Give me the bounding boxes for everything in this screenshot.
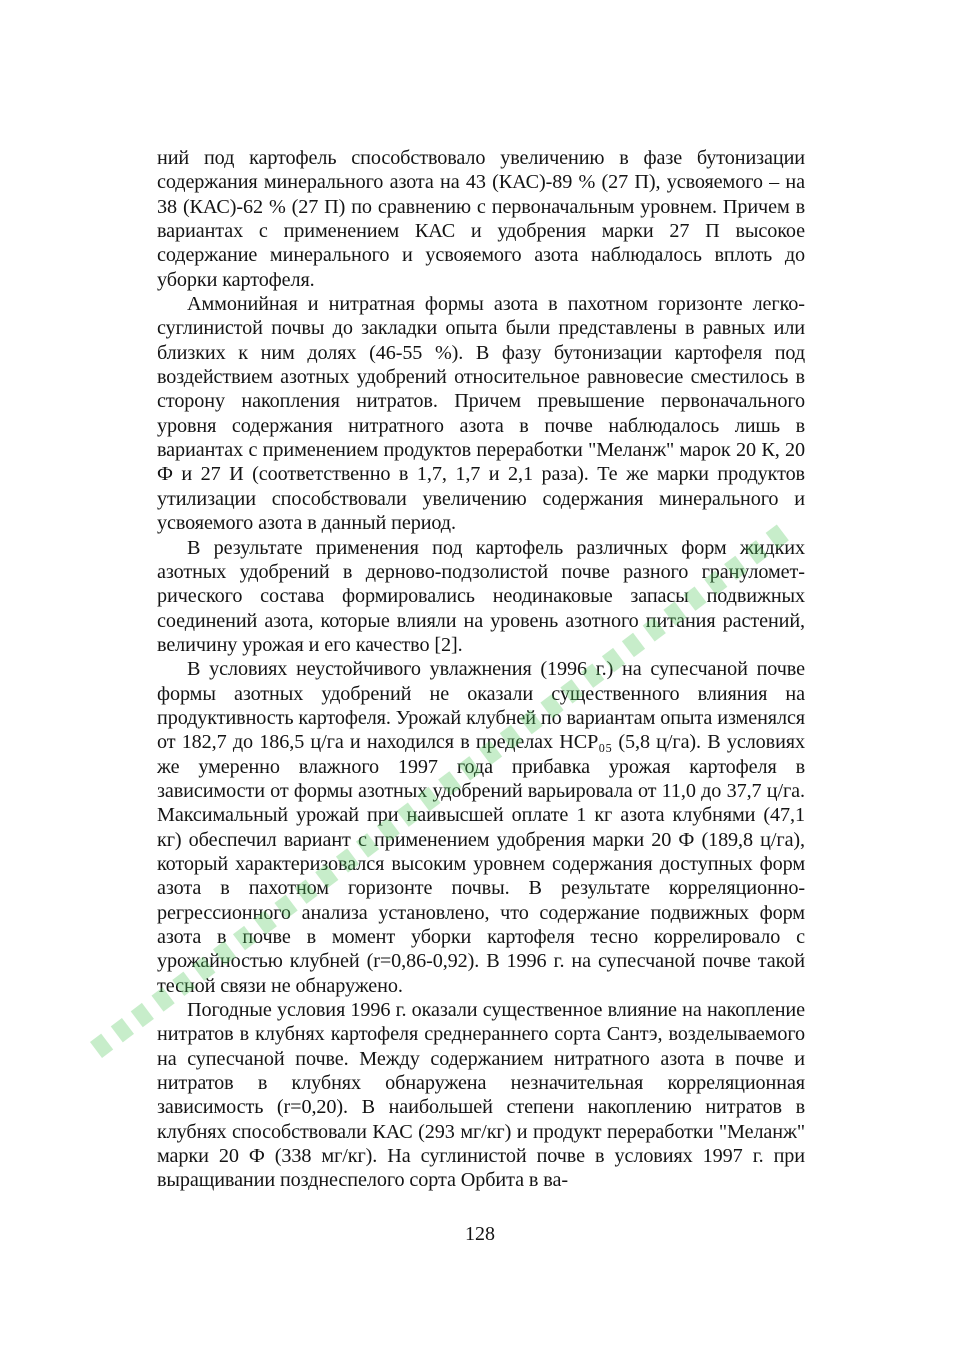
page-number: 128 [465, 1223, 495, 1245]
paragraph-2: Аммонийная и нитратная формы азота в пахотном горизонте легкосуглинистой почвы до закладки опыта были представлены в равных или близких к ним долях (46-55 %). В фазу бутонизации картофеля под воздействием азотных удобрений относительное равновесие сместилось в сторону накопления нитратов. Причем превышение первоначального уровня содержания нитратного азота в почве наблюдалось лишь в вариантах с применением продуктов переработки "Меланж" марок 20 К, 20 Ф и 27 И (соответственно в 1,7, 1,7 и 2,1 раза). Те же марки продуктов утилизации способствовали увеличению содержания минерального и усвояемого азота в данный период. [157, 293, 805, 535]
paragraph-4: В условиях неустойчивого увлажнения (1996 г.) на супесчаной почве формы азотных удобрений не оказали существенного влияния на продуктивность картофеля. Урожай клубней по вариантам опыта изменялся от 182,7 до 186,5 ц/га и находился в пределах НСР₀₅ (5,8 ц/га). В условиях же умеренно влажного 1997 года прибавка урожая картофеля в зависимости от формы азотных удобрений варьировала от 11,0 до 37,7 ц/га. Максимальный урожай при наивысшей оплате 1 кг азота клубнями (47,1 кг) обеспечил вариант с применением удобрения марки 20 Ф (189,8 ц/га), который характеризовался высоким уровнем содержания доступных форм азота в пахотном горизонте почвы. В результате корреляционно-регрессионного анализа установлено, что содержание подвижных форм азота в почве в момент уборки картофеля тесно коррелировало с урожайностью клубней (r=0,86-0,92). В 1996 г. на супесчаной почве такой тесной связи не обнаружено. [157, 658, 805, 997]
paragraph-5: Погодные условия 1996 г. оказали существенное влияние на накопление нитратов в клубнях картофеля среднераннего сорта Сантэ, возделываемого на супесчаной почве. Между содержанием нитратного азота в почве и нитратов в клубнях обнаружена незначительная корреляционная зависимость (r=0,20). В наибольшей степени накоплению нитратов в клубнях способствовали КАС (293 мг/кг) и продукт переработки "Меланж" марки 20 Ф (338 мг/кг). На суглинистой почве в условиях 1997 г. при выращивании позднеспелого сорта Орбита в ва- [157, 999, 805, 1192]
watermark-segment [131, 1003, 154, 1027]
paragraph-3: В результате применения под картофель различных форм жидких азотных удобрений в дерново-подзолистой почве разного гранулометрического состава формировались неодинаковые запасы подвижных соединений азота, которые влияли на уровень азотного питания растений, величину урожая и его качество [2]. [157, 536, 805, 656]
paragraph-1: ний под картофель способствовало увеличению в фазе бутонизации содержания минерального азота на 43 (КАС)-89 % (27 П), усвояемого – на 38 (КАС)-62 % (27 П) по сравнению с первоначальным уровнем. Причем в вариантах с применением КАС и удобрения марки 27 П высокое содержание минерального и усвояемого азота наблюдалось вплоть до уборки картофеля. [157, 147, 805, 291]
body-text [157, 146, 805, 1193]
watermark-segment [90, 1034, 113, 1058]
watermark-segment [110, 1018, 133, 1042]
